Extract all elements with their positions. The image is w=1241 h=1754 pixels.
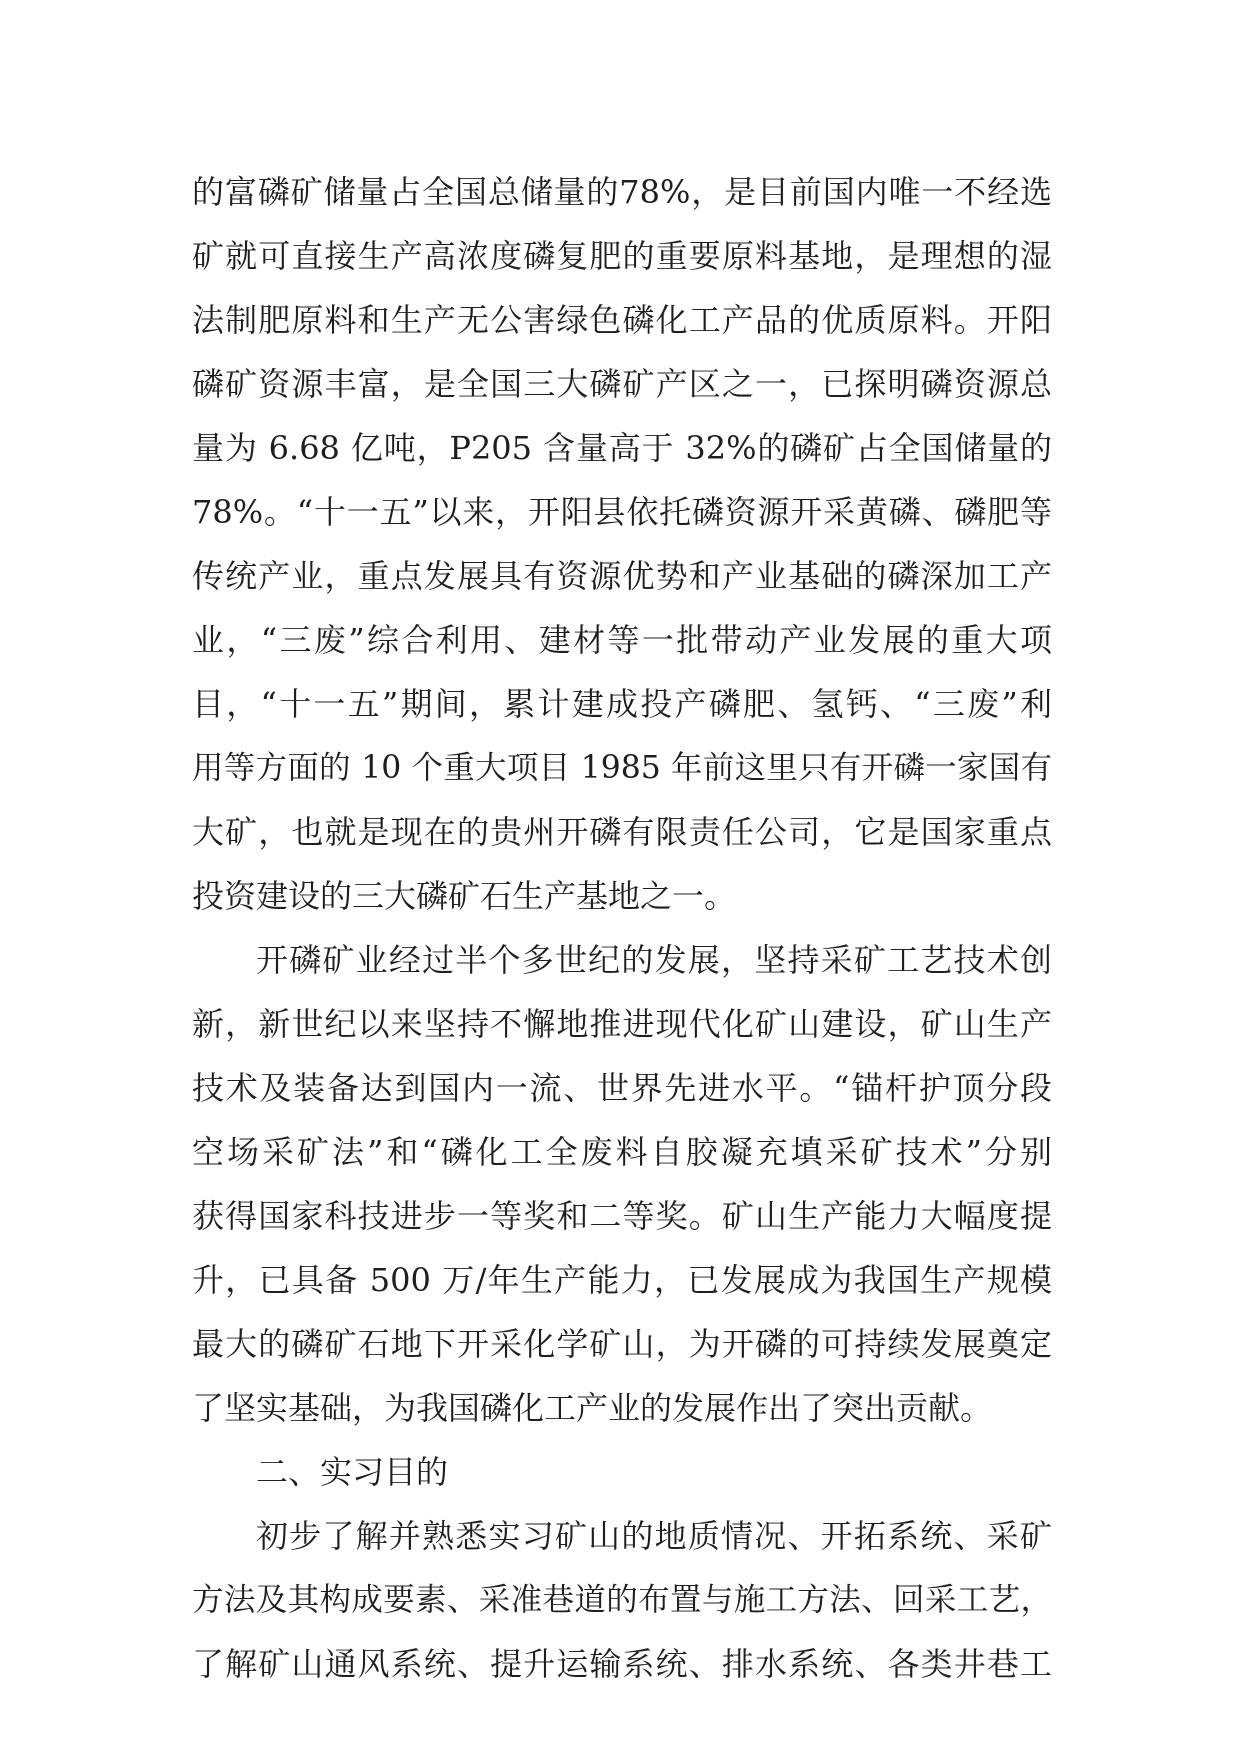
text-line: 矿就可直接生产高浓度磷复肥的重要原料基地，是理想的湿 [192,237,1052,275]
section-heading-internship-purpose [192,1440,1052,1504]
text-line: 新，新世纪以来坚持不懈地推进现代化矿山建设，矿山生产 [192,1005,1052,1043]
text-line: 投资建设的三大磷矿石生产基地之一。 [192,877,737,915]
text-line: 开磷矿业经过半个多世纪的发展，坚持采矿工艺技术创 [256,941,1052,979]
text-line: 78%。“十一五”以来，开阳县依托磷资源开采黄磷、磷肥等 [192,493,1052,531]
text-line: 用等方面的 10 个重大项目 1985 年前这里只有开磷一家国有 [192,750,1052,786]
text-line: 业，“三废”综合利用、建材等一批带动产业发展的重大项 [192,621,1052,659]
text-line: 空场采矿法”和“磷化工全废料自胶凝充填采矿技术”分别 [192,1133,1052,1171]
text-line: 传统产业，重点发展具有资源优势和产业基础的磷深加工产 [192,557,1052,595]
text-line: 了坚实基础，为我国磷化工产业的发展作出了突出贡献。 [192,1389,993,1427]
text-line: 获得国家科技进步一等奖和二等奖。矿山生产能力大幅度提 [192,1197,1052,1235]
text-line: 了解矿山通风系统、提升运输系统、排水系统、各类井巷工 [192,1645,1052,1683]
text-line: 的富磷矿储量占全国总储量的78%，是目前国内唯一不经选 [192,173,1052,211]
paragraph-phosphate-resources [192,160,1052,928]
paragraph-mining-development [192,928,1052,1440]
text-line: 磷矿资源丰富，是全国三大磷矿产区之一，已探明磷资源总 [192,365,1052,403]
text-line: 方法及其构成要素、采准巷道的布置与施工方法、回采工艺， [192,1582,1052,1618]
text-line: 技术及装备达到国内一流、世界先进水平。“锚杆护顶分段 [192,1069,1052,1107]
text-line: 升，已具备 500 万/年生产能力，已发展成为我国生产规模 [192,1261,1052,1299]
section-heading: 二、实习目的 [256,1453,449,1491]
text-line: 初步了解并熟悉实习矿山的地质情况、开拓系统、采矿 [256,1517,1052,1555]
text-line: 量为 6.68 亿吨，P205 含量高于 32%的磷矿占全国储量的 [192,429,1052,467]
document-body [192,160,1052,1696]
text-line: 最大的磷矿石地下开采化学矿山，为开磷的可持续发展奠定 [192,1325,1052,1363]
paragraph-internship-purpose [192,1504,1052,1696]
text-line: 目，“十一五”期间，累计建成投产磷肥、氢钙、“三废”利 [192,685,1052,723]
text-line: 大矿，也就是现在的贵州开磷有限责任公司，它是国家重点 [192,813,1052,851]
text-line: 法制肥原料和生产无公害绿色磷化工产品的优质原料。开阳 [192,301,1052,339]
